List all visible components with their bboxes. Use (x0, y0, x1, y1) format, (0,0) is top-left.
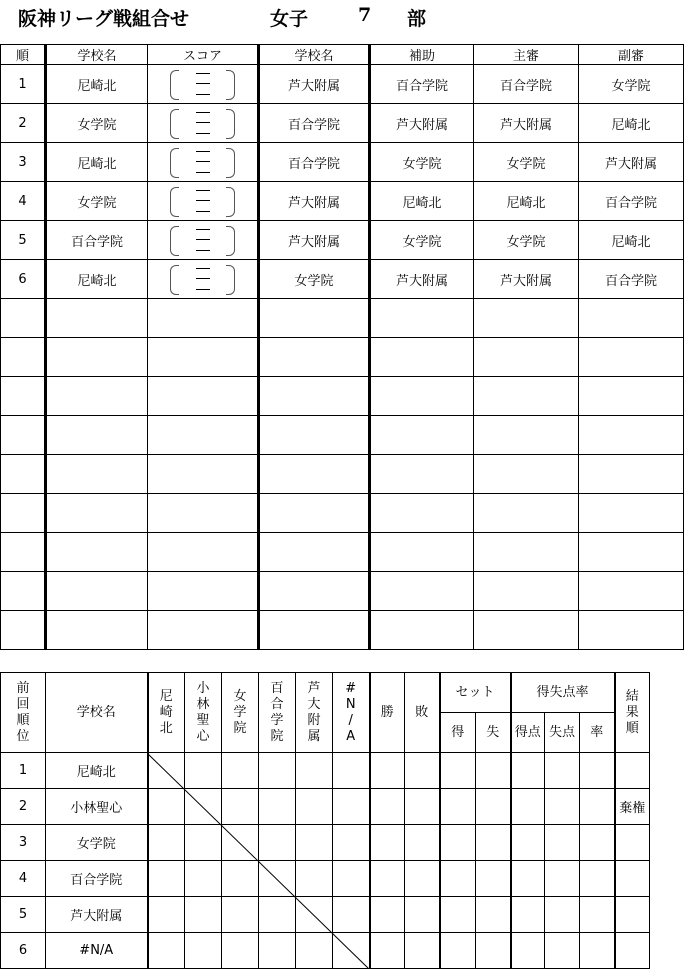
score-cell (148, 221, 259, 260)
bracket-left (170, 265, 179, 295)
rate-cell (580, 861, 615, 897)
rate-cell (580, 933, 615, 969)
division-number: 7 (358, 4, 372, 26)
set-lost-cell (476, 897, 511, 933)
win-cell (370, 933, 405, 969)
empty-cell (579, 533, 684, 572)
set-lost-cell (476, 753, 511, 789)
empty-cell (148, 611, 259, 650)
empty-cell (1, 611, 46, 650)
match-vice-referee: 女学院 (579, 65, 684, 104)
empty-cell (474, 416, 579, 455)
empty-cell (148, 338, 259, 377)
result-cell (222, 753, 259, 789)
rate-cell (580, 825, 615, 861)
match-row-empty (1, 611, 684, 650)
match-row-empty (1, 455, 684, 494)
sheet-title (18, 4, 678, 34)
score-dash (196, 122, 210, 123)
match-order: 1 (1, 65, 46, 104)
match-row-empty (1, 377, 684, 416)
empty-cell (1, 455, 46, 494)
points-won-cell (511, 753, 545, 789)
empty-cell (474, 494, 579, 533)
score-dash (196, 112, 210, 113)
header-school-a: 学校名 (46, 45, 148, 65)
standings-row (1, 825, 650, 861)
header-opp-ashidai-fuzoku: 芦 大 附 属 (296, 673, 333, 753)
score-dash (196, 229, 210, 230)
match-assist: 女学院 (370, 221, 474, 260)
result-cell (185, 789, 222, 825)
result-cell (296, 933, 333, 969)
empty-cell (579, 494, 684, 533)
header-prev-rank: 前 回 順 位 (1, 673, 46, 753)
match-order: 5 (1, 221, 46, 260)
match-vice-referee: 百合学院 (579, 260, 684, 299)
prev-rank: 5 (1, 897, 46, 933)
win-cell (370, 789, 405, 825)
match-assist: 百合学院 (370, 65, 474, 104)
score-cell (148, 65, 259, 104)
match-row-empty (1, 299, 684, 338)
empty-cell (370, 572, 474, 611)
empty-cell (46, 299, 148, 338)
empty-cell (1, 338, 46, 377)
header-school: 学校名 (46, 673, 148, 753)
match-row-empty (1, 416, 684, 455)
empty-cell (46, 455, 148, 494)
result-cell (222, 789, 259, 825)
result-cell (333, 825, 370, 861)
bracket-right (226, 70, 235, 100)
empty-cell (370, 533, 474, 572)
empty-cell (46, 572, 148, 611)
result-cell (259, 753, 296, 789)
match-vice-referee: 尼崎北 (579, 221, 684, 260)
final-rank-cell (615, 825, 650, 861)
match-order: 4 (1, 182, 46, 221)
rate-cell (580, 897, 615, 933)
result-cell (222, 825, 259, 861)
bracket-left (170, 148, 179, 178)
empty-cell (259, 377, 370, 416)
standings-table (0, 672, 650, 969)
points-won-cell (511, 825, 545, 861)
set-won-cell (440, 753, 476, 789)
header-opp-amagasaki-kita: 尼 崎 北 (148, 673, 185, 753)
rate-cell (580, 789, 615, 825)
empty-cell (148, 416, 259, 455)
match-order: 3 (1, 143, 46, 182)
result-cell (148, 825, 185, 861)
points-lost-cell (545, 753, 580, 789)
match-vice-referee: 芦大附属 (579, 143, 684, 182)
score-dash (196, 200, 210, 201)
points-won-cell (511, 933, 545, 969)
score-dash (196, 211, 210, 212)
empty-cell (1, 299, 46, 338)
standings-row (1, 753, 650, 789)
result-cell (259, 789, 296, 825)
empty-cell (148, 494, 259, 533)
set-won-cell (440, 825, 476, 861)
prev-rank: 2 (1, 789, 46, 825)
standings-row (1, 861, 650, 897)
gender-label: 女子 (270, 8, 309, 30)
standings-header-row-1 (1, 673, 650, 713)
match-assist: 芦大附属 (370, 104, 474, 143)
set-won-cell (440, 933, 476, 969)
score-dash (196, 172, 210, 173)
result-cell (185, 933, 222, 969)
result-cell (259, 933, 296, 969)
match-school-a: 女学院 (46, 104, 148, 143)
empty-cell (474, 338, 579, 377)
score-dash (196, 151, 210, 152)
standings-school: 尼崎北 (46, 753, 148, 789)
final-rank-cell (615, 753, 650, 789)
final-rank-cell (615, 897, 650, 933)
empty-cell (579, 572, 684, 611)
empty-cell (46, 377, 148, 416)
empty-cell (46, 338, 148, 377)
prev-rank: 1 (1, 753, 46, 789)
match-chief-referee: 尼崎北 (474, 182, 579, 221)
win-cell (370, 861, 405, 897)
set-lost-cell (476, 861, 511, 897)
empty-cell (474, 533, 579, 572)
result-cell (148, 861, 185, 897)
match-school-b: 芦大附属 (259, 65, 370, 104)
bracket-right (226, 187, 235, 217)
set-won-cell (440, 861, 476, 897)
match-school-a: 女学院 (46, 182, 148, 221)
match-school-b: 芦大附属 (259, 221, 370, 260)
match-schedule-table (0, 44, 684, 650)
empty-cell (259, 611, 370, 650)
empty-cell (1, 572, 46, 611)
header-result-rank: 結 果 順 (615, 673, 650, 753)
score-cell (148, 182, 259, 221)
empty-cell (579, 299, 684, 338)
standings-school: #N/A (46, 933, 148, 969)
prev-rank: 6 (1, 933, 46, 969)
final-rank-cell: 棄権 (615, 789, 650, 825)
empty-cell (259, 572, 370, 611)
empty-cell (370, 611, 474, 650)
match-row (1, 221, 684, 260)
standings-school: 芦大附属 (46, 897, 148, 933)
empty-cell (370, 455, 474, 494)
empty-cell (474, 455, 579, 494)
match-chief-referee: 芦大附属 (474, 260, 579, 299)
match-row-empty (1, 572, 684, 611)
result-cell (259, 897, 296, 933)
empty-cell (370, 299, 474, 338)
header-set: セット (440, 673, 511, 713)
match-vice-referee: 尼崎北 (579, 104, 684, 143)
score-cell (148, 143, 259, 182)
match-school-b: 芦大附属 (259, 182, 370, 221)
score-dash (196, 239, 210, 240)
match-school-a: 百合学院 (46, 221, 148, 260)
prev-rank: 3 (1, 825, 46, 861)
bracket-right (226, 148, 235, 178)
empty-cell (46, 533, 148, 572)
points-lost-cell (545, 897, 580, 933)
empty-cell (1, 416, 46, 455)
score-dash (196, 278, 210, 279)
result-cell (296, 897, 333, 933)
standings-school: 女学院 (46, 825, 148, 861)
score-cell (148, 260, 259, 299)
empty-cell (148, 455, 259, 494)
standings-school: 百合学院 (46, 861, 148, 897)
score-dash (196, 161, 210, 162)
result-cell (222, 861, 259, 897)
match-school-a: 尼崎北 (46, 65, 148, 104)
result-cell (148, 933, 185, 969)
empty-cell (148, 533, 259, 572)
match-school-b: 百合学院 (259, 143, 370, 182)
points-lost-cell (545, 825, 580, 861)
header-chief-referee: 主審 (474, 45, 579, 65)
result-cell (296, 861, 333, 897)
lose-cell (405, 789, 440, 825)
empty-cell (1, 494, 46, 533)
standings-school: 小林聖心 (46, 789, 148, 825)
set-lost-cell (476, 789, 511, 825)
match-chief-referee: 百合学院 (474, 65, 579, 104)
result-cell (185, 753, 222, 789)
header-set-won: 得 (440, 713, 476, 753)
result-cell (333, 861, 370, 897)
score-dash (196, 268, 210, 269)
set-lost-cell (476, 825, 511, 861)
score-dash (196, 133, 210, 134)
empty-cell (148, 572, 259, 611)
header-point-rate: 得失点率 (511, 673, 615, 713)
empty-cell (46, 416, 148, 455)
match-row-empty (1, 338, 684, 377)
result-cell (333, 753, 370, 789)
header-set-lost: 失 (476, 713, 511, 753)
match-row-empty (1, 533, 684, 572)
standings-row (1, 897, 650, 933)
result-cell (148, 897, 185, 933)
empty-cell (1, 377, 46, 416)
header-opp-yuri-gakuin: 百 合 学 院 (259, 673, 296, 753)
header-school-b: 学校名 (259, 45, 370, 65)
empty-cell (474, 377, 579, 416)
bracket-left (170, 187, 179, 217)
match-row (1, 65, 684, 104)
header-opp-jogakuin: 女 学 院 (222, 673, 259, 753)
match-order: 2 (1, 104, 46, 143)
result-cell (259, 825, 296, 861)
match-row (1, 182, 684, 221)
result-cell (296, 825, 333, 861)
result-cell (148, 753, 185, 789)
empty-cell (579, 338, 684, 377)
empty-cell (259, 494, 370, 533)
empty-cell (370, 377, 474, 416)
result-cell (333, 897, 370, 933)
match-school-b: 百合学院 (259, 104, 370, 143)
points-won-cell (511, 897, 545, 933)
result-cell (148, 789, 185, 825)
points-won-cell (511, 861, 545, 897)
result-cell (222, 933, 259, 969)
bracket-left (170, 109, 179, 139)
score-dash (196, 73, 210, 74)
score-dash (196, 83, 210, 84)
bracket-right (226, 265, 235, 295)
match-chief-referee: 女学院 (474, 221, 579, 260)
match-header-row (1, 45, 684, 65)
match-row (1, 143, 684, 182)
lose-cell (405, 825, 440, 861)
win-cell (370, 897, 405, 933)
match-assist: 女学院 (370, 143, 474, 182)
empty-cell (474, 611, 579, 650)
match-assist: 芦大附属 (370, 260, 474, 299)
match-row (1, 104, 684, 143)
standings-row (1, 933, 650, 969)
empty-cell (370, 338, 474, 377)
standings-row (1, 789, 650, 825)
points-won-cell (511, 789, 545, 825)
empty-cell (579, 455, 684, 494)
result-cell (333, 933, 370, 969)
match-assist: 尼崎北 (370, 182, 474, 221)
lose-cell (405, 933, 440, 969)
empty-cell (259, 533, 370, 572)
bracket-right (226, 109, 235, 139)
score-dash (196, 289, 210, 290)
match-vice-referee: 百合学院 (579, 182, 684, 221)
empty-cell (474, 299, 579, 338)
header-rate: 率 (580, 713, 615, 753)
rate-cell (580, 753, 615, 789)
result-cell (259, 861, 296, 897)
empty-cell (579, 611, 684, 650)
points-lost-cell (545, 789, 580, 825)
match-row-empty (1, 494, 684, 533)
division-suffix: 部 (407, 8, 427, 30)
header-win: 勝 (370, 673, 405, 753)
header-opp-na: # N / A (333, 673, 370, 753)
header-vice-referee: 副審 (579, 45, 684, 65)
header-points-won: 得点 (511, 713, 545, 753)
empty-cell (370, 494, 474, 533)
match-school-b: 女学院 (259, 260, 370, 299)
points-lost-cell (545, 861, 580, 897)
result-cell (333, 789, 370, 825)
score-dash (196, 190, 210, 191)
score-dash (196, 94, 210, 95)
empty-cell (259, 299, 370, 338)
empty-cell (148, 377, 259, 416)
match-chief-referee: 女学院 (474, 143, 579, 182)
match-school-a: 尼崎北 (46, 143, 148, 182)
result-cell (185, 825, 222, 861)
header-order: 順 (1, 45, 46, 65)
header-score: スコア (148, 45, 259, 65)
score-dash (196, 250, 210, 251)
lose-cell (405, 861, 440, 897)
result-cell (185, 861, 222, 897)
lose-cell (405, 897, 440, 933)
win-cell (370, 825, 405, 861)
set-won-cell (440, 789, 476, 825)
empty-cell (370, 416, 474, 455)
empty-cell (259, 416, 370, 455)
empty-cell (1, 533, 46, 572)
match-chief-referee: 芦大附属 (474, 104, 579, 143)
set-won-cell (440, 897, 476, 933)
match-school-a: 尼崎北 (46, 260, 148, 299)
header-opp-kobayashi-seishin: 小 林 聖 心 (185, 673, 222, 753)
header-assist: 補助 (370, 45, 474, 65)
empty-cell (46, 611, 148, 650)
lose-cell (405, 753, 440, 789)
result-cell (185, 897, 222, 933)
match-order: 6 (1, 260, 46, 299)
header-lose: 敗 (405, 673, 440, 753)
empty-cell (579, 416, 684, 455)
bracket-left (170, 70, 179, 100)
score-cell (148, 104, 259, 143)
empty-cell (148, 299, 259, 338)
final-rank-cell (615, 861, 650, 897)
header-points-lost: 失点 (545, 713, 580, 753)
empty-cell (579, 377, 684, 416)
match-row (1, 260, 684, 299)
empty-cell (474, 572, 579, 611)
bracket-right (226, 226, 235, 256)
win-cell (370, 753, 405, 789)
set-lost-cell (476, 933, 511, 969)
final-rank-cell (615, 933, 650, 969)
empty-cell (259, 338, 370, 377)
bracket-left (170, 226, 179, 256)
result-cell (296, 753, 333, 789)
empty-cell (259, 455, 370, 494)
result-cell (296, 789, 333, 825)
prev-rank: 4 (1, 861, 46, 897)
result-cell (222, 897, 259, 933)
empty-cell (46, 494, 148, 533)
league-title: 阪神リーグ戦組合せ (18, 8, 190, 30)
points-lost-cell (545, 933, 580, 969)
